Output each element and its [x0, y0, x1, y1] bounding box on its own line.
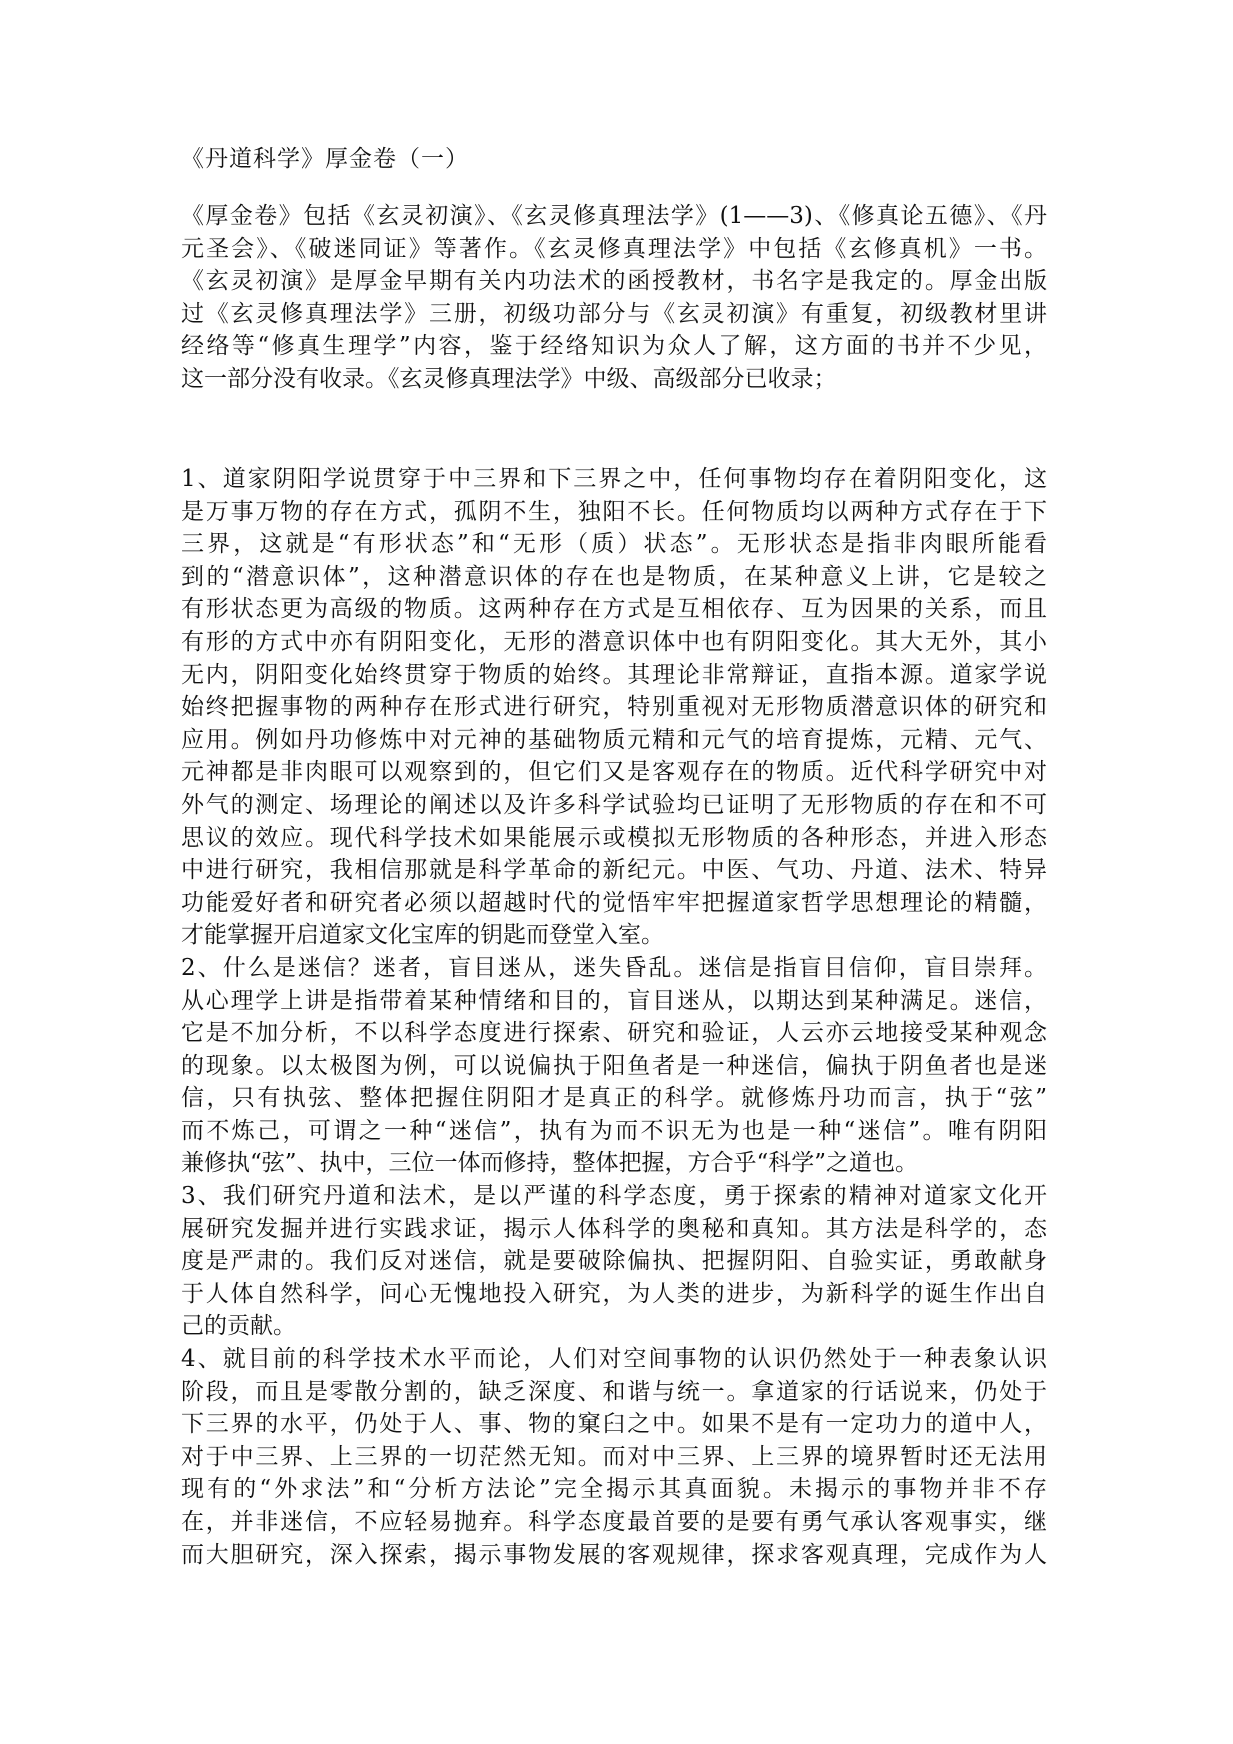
text-line: 《厚金卷》包括《玄灵初演》、《玄灵修真理法学》(1——3)、《修真论五德》、《丹	[181, 203, 1047, 229]
text-line: 度是严肃的。我们反对迷信，就是要破除偏执、把握阴阳、自验实证，勇敢献身	[181, 1248, 1047, 1275]
text-line: 而大胆研究，深入探索，揭示事物发展的客观规律，探求客观真理，完成作为人	[181, 1541, 1047, 1568]
text-line: 下三界的水平，仍处于人、事、物的窠臼之中。如果不是有一定功力的道中人，	[181, 1411, 1047, 1438]
intro-paragraph	[181, 200, 1047, 396]
text-line: 这一部分没有收录。《玄灵修真理法学》中级、高级部分已收录；	[181, 365, 837, 392]
text-line: 元圣会》、《破迷同证》等著作。《玄灵修真理法学》中包括《玄修真机》一书。	[181, 235, 1047, 262]
text-line: 《玄灵初演》是厚金早期有关内功法术的函授教材，书名字是我定的。厚金出版	[181, 268, 1047, 295]
text-line: 功能爱好者和研究者必须以超越时代的觉悟牢牢把握道家哲学思想理论的精髓，	[181, 889, 1047, 916]
text-line: 有形状态更为高级的物质。这两种存在方式是互相依存、互为因果的关系，而且	[181, 596, 1047, 623]
text-line: 经络等“修真生理学”内容，鉴于经络知识为众人了解，这方面的书并不少见，	[181, 333, 1047, 360]
text-line: 己的贡献。	[181, 1313, 296, 1340]
text-line: 现有的“外求法”和“分析方法论”完全揭示其真面貌。未揭示的事物并非不存	[181, 1476, 1047, 1503]
text-line: 兼修执“弦”、执中，三位一体而修持，整体把握，方合乎“科学”之道也。	[181, 1150, 919, 1177]
text-line: 对于中三界、上三界的一切茫然无知。而对中三界、上三界的境界暂时还无法用	[181, 1443, 1047, 1470]
text-line: 4、就目前的科学技术水平而论，人们对空间事物的认识仍然处于一种表象认识	[181, 1346, 1047, 1373]
text-line: 1、道家阴阳学说贯穿于中三界和下三界之中，任何事物均存在着阴阳变化，这	[181, 466, 1047, 492]
text-line: 而不炼己，可谓之一种“迷信”，执有为而不识无为也是一种“迷信”。唯有阴阳	[181, 1117, 1047, 1144]
text-line: 阶段，而且是零散分割的，缺乏深度、和谐与统一。拿道家的行话说来，仍处于	[181, 1378, 1047, 1405]
text-line: 它是不加分析，不以科学态度进行探索、研究和验证，人云亦云地接受某种观念	[181, 1020, 1047, 1047]
text-line: 有形的方式中亦有阴阳变化，无形的潜意识体中也有阴阳变化。其大无外，其小	[181, 628, 1047, 655]
text-line: 始终把握事物的两种存在形式进行研究，特别重视对无形物质潜意识体的研究和	[181, 694, 1047, 721]
text-line: 应用。例如丹功修炼中对元神的基础物质元精和元气的培育提炼，元精、元气、	[181, 726, 1047, 753]
text-line: 于人体自然科学，问心无愧地投入研究，为人类的进步，为新科学的诞生作出自	[181, 1280, 1047, 1307]
text-line: 从心理学上讲是指带着某种情绪和目的，盲目迷从，以期达到某种满足。迷信，	[181, 987, 1047, 1014]
text-line: 在，并非迷信，不应轻易抛弃。科学态度最首要的是要有勇气承认客观事实，继	[181, 1509, 1047, 1535]
text-line: 中进行研究，我相信那就是科学革命的新纪元。中医、气功、丹道、法术、特异	[181, 857, 1047, 884]
text-line: 三界，这就是“有形状态”和“无形（质）状态”。无形状态是指非肉眼所能看	[181, 531, 1047, 558]
body-text	[181, 463, 1047, 1571]
text-line: 到的“潜意识体”，这种潜意识体的存在也是物质，在某种意义上讲，它是较之	[181, 563, 1047, 590]
text-line: 2、什么是迷信？迷者，盲目迷从，迷失昏乱。迷信是指盲目信仰，盲目崇拜。	[181, 954, 1047, 981]
document-title: 《丹道科学》厚金卷（一）	[181, 146, 469, 172]
text-line: 展研究发掘并进行实践求证，揭示人体科学的奥秘和真知。其方法是科学的，态	[181, 1215, 1047, 1242]
text-line: 无内，阴阳变化始终贯穿于物质的始终。其理论非常辩证，直指本源。道家学说	[181, 661, 1047, 688]
text-line: 思议的效应。现代科学技术如果能展示或模拟无形物质的各种形态，并进入形态	[181, 824, 1047, 851]
text-line: 信，只有执弦、整体把握住阴阳才是真正的科学。就修炼丹功而言，执于“弦”	[181, 1085, 1047, 1112]
text-line: 3、我们研究丹道和法术，是以严谨的科学态度，勇于探索的精神对道家文化开	[181, 1183, 1047, 1210]
text-line: 过《玄灵修真理法学》三册，初级功部分与《玄灵初演》有重复，初级教材里讲	[181, 300, 1047, 327]
text-line: 的现象。以太极图为例，可以说偏执于阳鱼者是一种迷信，偏执于阴鱼者也是迷	[181, 1052, 1047, 1079]
text-line: 是万事万物的存在方式，孤阴不生，独阳不长。任何物质均以两种方式存在于下	[181, 498, 1047, 525]
text-line: 元神都是非肉眼可以观察到的，但它们又是客观存在的物质。近代科学研究中对	[181, 759, 1047, 786]
text-line: 外气的测定、场理论的阐述以及许多科学试验均已证明了无形物质的存在和不可	[181, 791, 1047, 818]
text-line: 才能掌握开启道家文化宝库的钥匙而登堂入室。	[181, 922, 664, 949]
